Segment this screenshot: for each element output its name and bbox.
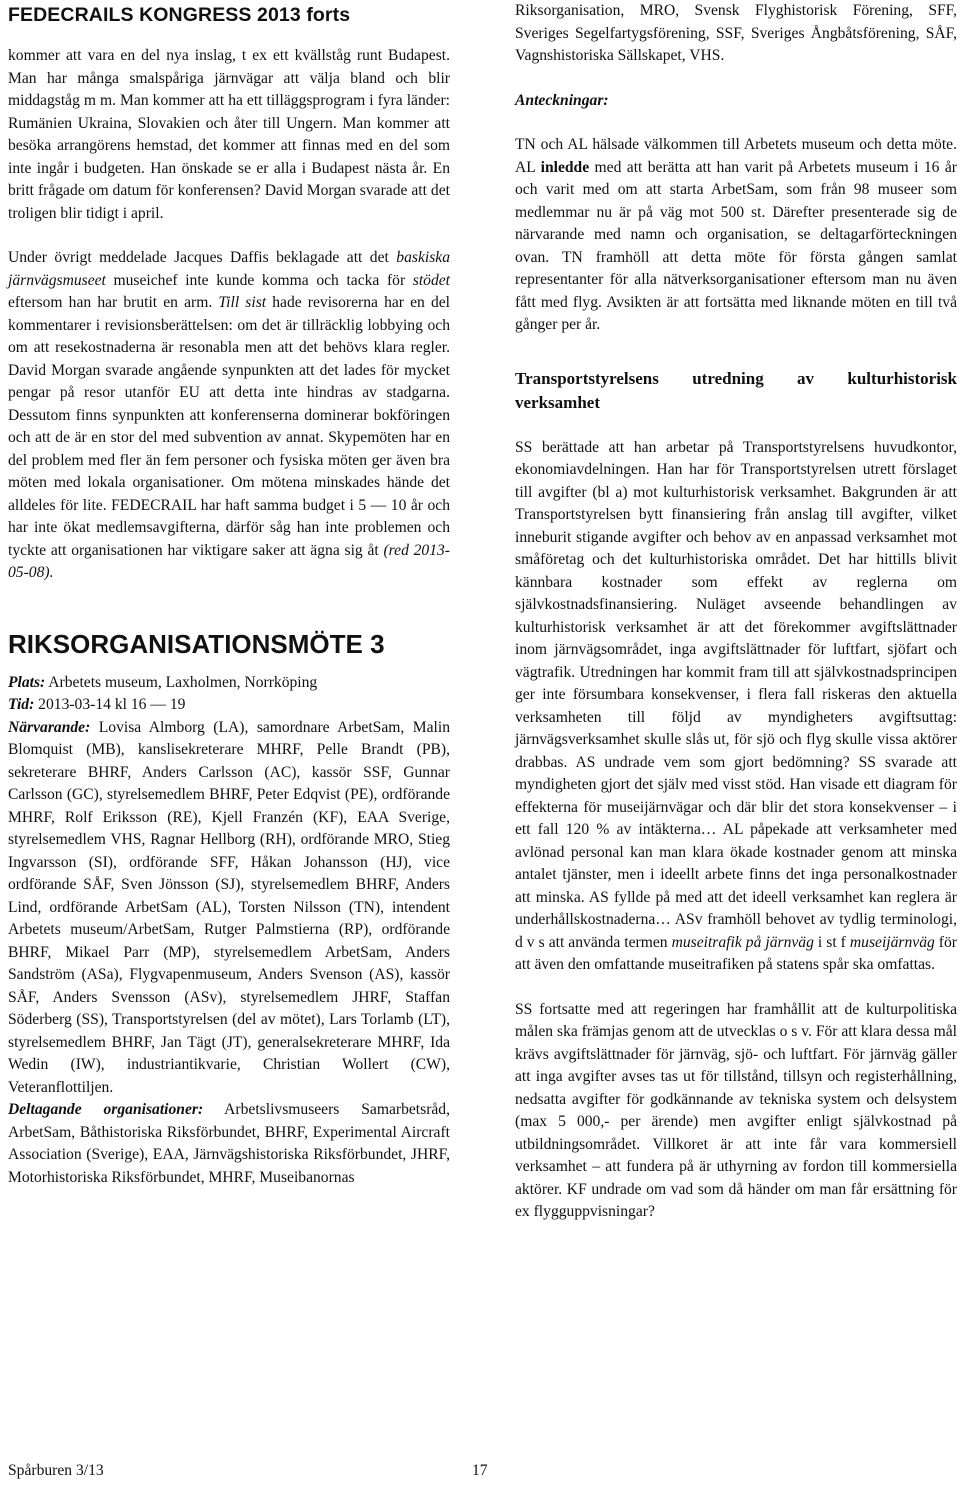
section-title: RIKSORGANISATIONSMÖTE 3 [8,628,385,659]
notes-label: Anteckningar: [515,91,609,109]
left-column [8,0,450,1189]
paragraph-kulturpolitiska: SS fortsatte med att regeringen har framhållit att de kulturpolitiska målen ska främjas genom att de utvecklas o s v. För att klara dessa mål krävs avgiftslättnader för järnväg, sjö- och luftfart. För järnväg gäller att inga avgifter avses tas ut för tillstånd, tillsyn och registerhållning, nedsatta avgifter för godkännande av tekniska system och delsystem (max 5 000,- per ärende) men avgifter enligt självkostnad på utbildningsområdet. Villkoret är att inte får vara kommersiell verksamhet – att fundera på är uthyrning av fordon till kommersiella aktörer. KF undrade om vad som då händer om man får ersättning för ex flygguppvisningar? [515,1000,957,1220]
meeting-place: Plats: Arbetets museum, Laxholmen, Norrköping [8,673,318,691]
subheading-transportstyrelsen: Transportstyrelsens utredning av kulturhistorisk verksamhet [515,368,957,412]
paragraph-budapest: kommer att vara en del nya inslag, t ex ett kvällståg runt Budapest. Man har många smalspåriga järnvägar att välja bland och blir middagståg m m. Man kommer att ha ett tilläggsprogram i fyra länder: Rumänien Ukraina, Slovakien och åter till Ungern. Man kommer att besöka arrangörens hemstad, det kommer att finnas med en del som inte ingår i budgeten. Han önskade se er alla i Budapest nästa år. En britt frågade om datum för konferensen? David Morgan svarade att det troligen blir tidigt i april. [8,47,450,222]
running-header: FEDECRAILS KONGRESS 2013 forts [8,4,351,26]
participating-organisations: Deltagande organisationer: Arbetslivsmuseers Samarbetsråd, ArbetSam, Båthistoriska Riksförbundet, BHRF, Experimental Aircraft Association (Sverige), EAA, Järnvägshistoriska Riksförbundet, JHRF, Motorhistoriska Riksförbundet, MHRF, Museibanornas [8,1101,450,1186]
paragraph-ovrigt: Under övrigt meddelade Jacques Daffis beklagade att det baskiska järnvägsmuseet museichef inte kunde komma och tacka för stödet eftersom han har brutit en arm. Till sist hade revisorerna har en del kommentarer i revisionsberättelsen: om det är tillräcklig lobbying och om att resekostnaderna är resonabla men att det behövs klara regler. David Morgan svarade angående synpunkten att det lades för mycket pengar på resor utanför EU att detta inte hindras av stadgarna. Dessutom finns synpunkten att konferenserna dominerar bokföringen och att de är en stor del med subvention av annat. Skypemöten har en del problem med fler än fem personer och fysiska möten ger även bra möten med lokala organisationer. Om mötena minskades hände det alldeles för lite. FEDECRAIL har haft samma budget i 5 — 10 år och har inte ökat medlemsavgifterna, därför såg han inte problemen och tyckte att organisationen har viktigare saker att ägna sig åt (red 2013-05-08). [8,249,451,581]
paragraph-transportstyrelsen: SS berättade att han arbetar på Transportstyrelsens huvudkontor, ekonomiavdelningen. Han har för Transportstyrelsen utrett förslaget till avgifter (bl a) mot kulturhistorisk verksamhet. Bakgrunden är att Transportstyrelsen bytt finansiering från anslag till avgifter, vilket inneburit stigande avgifter och behov av en anpassad verksamhet mot småföretag och det kulturhistoriska området. Det har hittills blivit kännbara kostnader som effekt av reglerna om självkostnadsfinansiering. Nuläget avseende behandlingen av kulturhistorisk verksamhet är att det förekommer avgiftslättnader inom järnvägsområdet, inga avgiftslättnader för luftfart, sjöfart och vägtrafik. Utredningen har kommit fram till att självkostnadsprincipen ger inte försumbara konsekvenser, i flera fall riskeras den aktuella verksamheten till följd av myndigheters avgiftsuttag: järnvägsverksamhet skulle slås ut, för sjö och flyg skulle vissa aktörer drabbas. AS undrade vem som gjort bedömning? SS svarade att myndigheten gjort det själv med visst stöd. Han visade ett diagram för effekterna för museijärnvägar och där blir det stora konsekvenser – i ett fall 120 % av intäkterna… AL påpekade att verksamheter med avlönad personal kan man klara ökade kostnader genom att minska antalet tjänster, men i ideellt arbete finns det inga personalkostnader att minska. AS fyllde på med att det ideell verksamhet kan reglera är underhållskostnaderna… ASv framhöll behovet av tydlig terminologi, d v s att använda termen museitrafik på järnväg i st f museijärnväg för att även den omfattande museitrafiken på statens spår ska omfattas. [515,438,957,973]
meeting-time: Tid: 2013-03-14 kl 16 — 19 [8,696,186,713]
page-number: 17 [472,1462,488,1479]
paragraph-welcome: TN och AL hälsade välkommen till Arbetets museum och detta möte. AL inledde med att berätta att han varit på Arbetets museum i 16 år och varit med om att starta ArbetSam, som från 98 museer som medlemmar nu är på väg mot 500 st. Därefter presenterade sig de närvarande med namn och organisation, se deltagarförteckningen ovan. TN framhöll att detta möte för första gången samlat representanter för alla nätverksorganisationer eftersom man nu även fått med flyg. Avsikten är att fortsätta med liknande möten en till två gånger per år. [515,136,957,333]
right-column [515,0,957,1224]
organisations-continued: Riksorganisation, MRO, Svensk Flyghistorisk Förening, SFF, Sveriges Segelfartygsförening, SSF, Sveriges Ångbåtsförening, SÅF, Vagnshistoriska Sällskapet, VHS. [515,2,957,64]
footer-publication: Spårburen 3/13 [8,1462,104,1479]
attendees: Närvarande: Lovisa Almborg (LA), samordnare ArbetSam, Malin Blomquist (MB), kanslisekreterare MHRF, Pelle Brandt (PB), sekreterare BHRF, Anders Carlsson (AC), kassör SSF, Gunnar Carlsson (GC), styrelsemedlem BHRF, Peter Edqvist (PE), ordförande MHRF, Rolf Eriksson (RE), Kjell Franzén (KF), EAA Sverige, styrelsemedlem VHS, Ragnar Hellborg (RH), ordförande MRO, Stieg Ingvarsson (SI), ordförande SFF, Håkan Johansson (HJ), vice ordförande SÅF, Sven Jönsson (SJ), styrelsemedlem BHRF, Anders Lind, ordförande ArbetSam (AL), Torsten Nilsson (TN), intendent Arbetets museum/ArbetSam, Rutger Palmstierna (RP), ordförande BHRF, Mikael Parr (MP), styrelsemedlem ArbetSam, Anders Sandström (ASa), Flygvapenmuseum, Anders Svenson (AS), kassör SÅF, Anders Svensson (ASv), styrelsemedlem JHRF, Staffan Söderberg (SS), Transportstyrelsen (del av mötet), Lars Torlamb (LT), styrelsemedlem BHRF, Jan Tägt (JT), generalsekreterare MHRF, Ida Wedin (IW), industriantikvarie, Christian Wollert (CW), Veteranflottiljen. [8,718,450,1096]
